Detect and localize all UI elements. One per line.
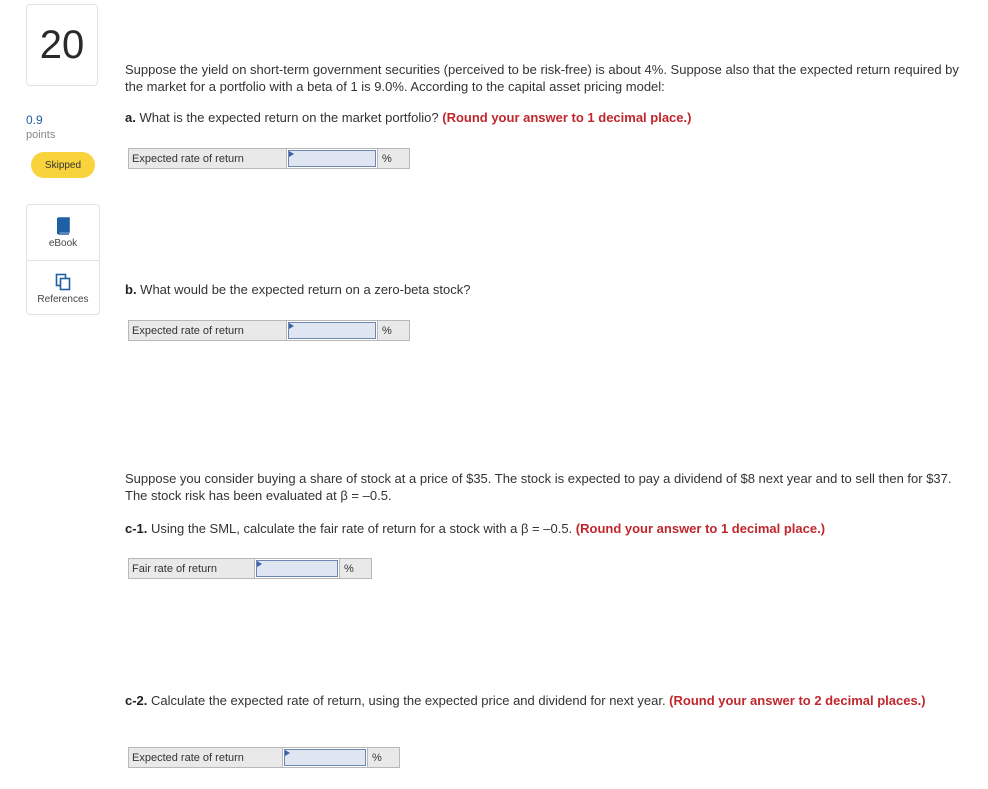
tools-panel bbox=[26, 204, 100, 315]
part-b-prefix: b. bbox=[125, 282, 137, 297]
part-c2-text: Calculate the expected rate of return, using the expected price and dividend for next year. bbox=[147, 693, 670, 708]
part-c2-answer-row bbox=[128, 747, 400, 768]
points-label: points bbox=[26, 129, 56, 141]
part-c2-answer-input[interactable] bbox=[284, 749, 366, 766]
part-a-question bbox=[125, 110, 970, 127]
part-c1-prefix: c-1. bbox=[125, 521, 148, 536]
references-button[interactable] bbox=[27, 260, 99, 316]
part-c2-question bbox=[125, 693, 970, 710]
part-a-answer-row bbox=[128, 148, 410, 169]
part-b-answer-input[interactable] bbox=[288, 322, 376, 339]
part-a-field-label: Expected rate of return bbox=[129, 149, 287, 168]
part-a-answer-input[interactable] bbox=[288, 150, 376, 167]
part-c2-field-label: Expected rate of return bbox=[129, 748, 283, 767]
part-b-text: What would be the expected return on a zero-beta stock? bbox=[136, 282, 471, 297]
flag-icon bbox=[289, 323, 294, 329]
status-badge: Skipped bbox=[31, 152, 95, 178]
part-c1-answer-input[interactable] bbox=[256, 560, 338, 577]
flag-icon bbox=[285, 750, 290, 756]
question-number: 20 bbox=[26, 4, 98, 86]
book-icon bbox=[55, 217, 71, 235]
copy-icon bbox=[55, 273, 71, 291]
part-c1-field-label: Fair rate of return bbox=[129, 559, 255, 578]
part-c2-unit: % bbox=[367, 748, 399, 767]
part-a-hint: (Round your answer to 1 decimal place.) bbox=[442, 110, 692, 125]
intro-text: Suppose the yield on short-term government securities (perceived to be risk-free) is about 4%. Suppose also that the expected return required by the market for a portfolio with a beta of 1 is 9.0%. According to the capital asset pricing model: bbox=[125, 62, 959, 94]
part-c2-prefix: c-2. bbox=[125, 693, 148, 708]
part-b-field-label: Expected rate of return bbox=[129, 321, 287, 340]
part-b-unit: % bbox=[377, 321, 409, 340]
part-a-unit: % bbox=[377, 149, 409, 168]
part-a-prefix: a. bbox=[125, 110, 136, 125]
flag-icon bbox=[257, 561, 262, 567]
part-c1-text: Using the SML, calculate the fair rate of return for a stock with a β = –0.5. bbox=[147, 521, 576, 536]
part-b-question bbox=[125, 282, 970, 299]
part-b-answer-row bbox=[128, 320, 410, 341]
ebook-label: eBook bbox=[48, 237, 78, 249]
part-a-text: What is the expected return on the market portfolio? bbox=[135, 110, 443, 125]
ebook-button[interactable] bbox=[27, 205, 99, 260]
references-label: References bbox=[37, 293, 89, 305]
points-value: 0.9 bbox=[26, 113, 43, 127]
part-c1-unit: % bbox=[339, 559, 371, 578]
flag-icon bbox=[289, 151, 294, 157]
part-c2-hint: (Round your answer to 2 decimal places.) bbox=[669, 693, 926, 708]
part-c1-answer-row bbox=[128, 558, 372, 579]
part-c1-question bbox=[125, 521, 970, 538]
part-c1-hint: (Round your answer to 1 decimal place.) bbox=[575, 521, 826, 536]
scenario-text: Suppose you consider buying a share of stock at a price of $35. The stock is expected to pay a dividend of $8 next year and to sell then for $37. The stock risk has been evaluated at β = –0.5. bbox=[125, 471, 952, 503]
